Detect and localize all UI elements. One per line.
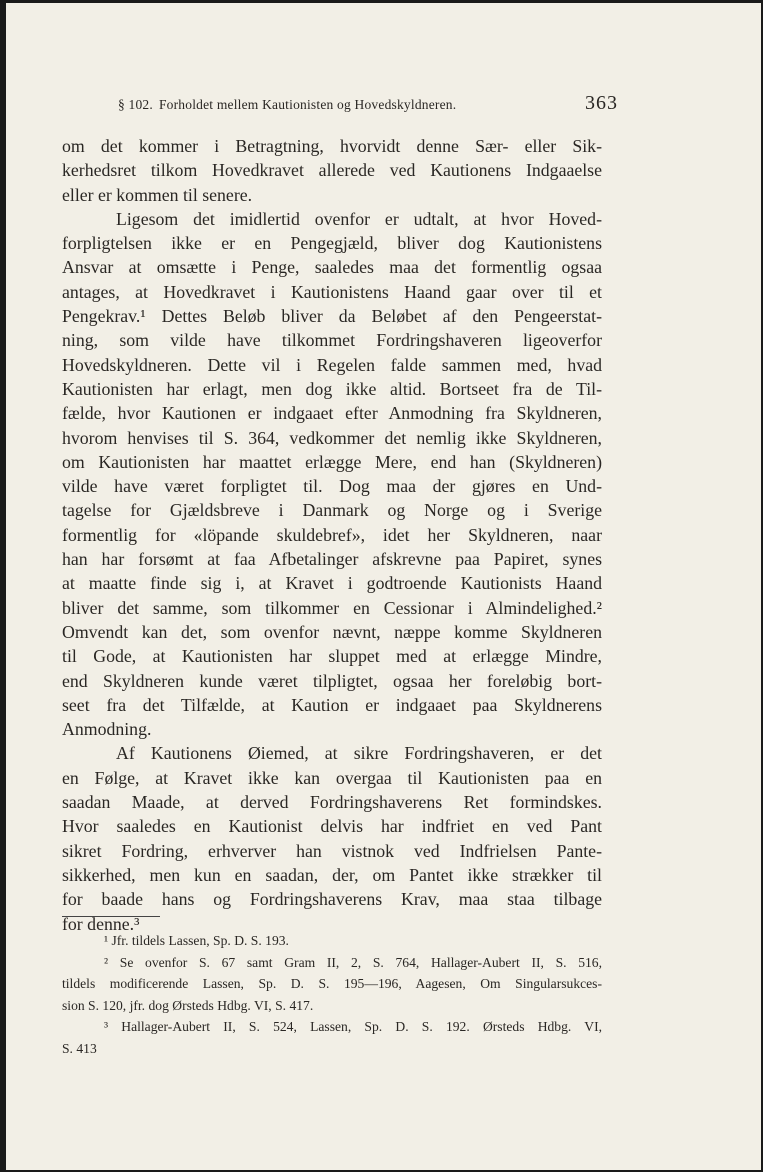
footnote-line: ² Se ovenfor S. 67 samt Gram II, 2, S. 764, Hallager-Aubert II, S. 516,: [104, 954, 602, 970]
body-line: formentlig for «löpande skuldebref», idet her Skyldneren, naar: [62, 524, 602, 545]
body-line: Hovedskyldneren. Dette vil i Regelen falde sammen med, hvad: [62, 354, 602, 375]
body-line: sikkerhed, men kun en saadan, der, om Pantet ikke strækker til: [62, 864, 602, 885]
body-line: fælde, hvor Kautionen er indgaaet efter Anmodning fra Skyldneren,: [62, 403, 602, 424]
body-line: eller er kommen til senere.: [62, 184, 253, 205]
body-line: vilde have været forpligtet til. Dog maa der gjøres en Und-: [62, 476, 602, 497]
body-line: saadan Maade, at derved Fordringshaverens Ret formindskes.: [62, 792, 602, 813]
body-line: for denne.³: [62, 913, 140, 934]
body-line: om Kautionisten har maattet erlægge Mere, end han (Skyldneren): [62, 451, 602, 472]
footnote-line: S. 413: [62, 1040, 97, 1056]
footnote-divider: [62, 916, 160, 917]
body-line: Ansvar at omsætte i Penge, saaledes maa det formentlig ogsaa: [62, 257, 602, 278]
body-line: Omvendt kan det, som ovenfor nævnt, næppe komme Skyldneren: [62, 621, 602, 642]
footnote-line: ³ Hallager-Aubert II, S. 524, Lassen, Sp. D. S. 192. Ørsteds Hdbg. VI,: [104, 1019, 602, 1034]
body-line: Pengekrav.¹ Dettes Beløb bliver da Beløbet af den Pengeerstat-: [62, 306, 602, 327]
footnotes: [62, 930, 602, 1059]
body-text: [62, 134, 602, 936]
body-line: en Følge, at Kravet ikke kan overgaa til Kautionisten paa en: [62, 767, 602, 788]
footnote-line: tildels modificerende Lassen, Sp. D. S. 195—196, Aagesen, Om Singularsukces-: [62, 976, 602, 991]
body-line: Ligesom det imidlertid ovenfor er udtalt, at hvor Hoved-: [116, 208, 602, 229]
body-line: end Skyldneren kunde været tilpligtet, ogsaa her foreløbig bort-: [62, 670, 602, 691]
body-line: Hvor saaledes en Kautionist delvis har indfriet en ved Pant: [62, 816, 602, 837]
body-line: han har forsømt at faa Afbetalinger afskrevne paa Papiret, synes: [62, 549, 602, 570]
body-line: hvorom henvises til S. 364, vedkommer det nemlig ikke Skyldneren,: [62, 427, 602, 448]
body-line: til Gode, at Kautionisten har sluppet med at erlægge Mindre,: [62, 646, 602, 667]
body-line: Kautionisten har erlagt, men dog ikke altid. Bortseet fra de Til-: [62, 378, 602, 399]
footnote-line: ¹ Jfr. tildels Lassen, Sp. D. S. 193.: [104, 933, 289, 948]
body-line: sikret Fordring, erhverver han vistnok ved Indfrielsen Pante-: [62, 840, 602, 861]
page-number: 363: [585, 92, 618, 114]
body-line: forpligtelsen ikke er en Pengegjæld, bliver dog Kautionistens: [62, 233, 602, 254]
header-title: Forholdet mellem Kautionisten og Hovedskyldneren.: [158, 97, 457, 112]
body-line: at maatte finde sig i, at Kravet i godtroende Kautionists Haand: [62, 573, 602, 594]
body-line: om det kommer i Betragtning, hvorvidt denne Sær- eller Sik-: [62, 136, 602, 156]
body-line: Af Kautionens Øiemed, at sikre Fordringshaveren, er det: [116, 743, 602, 764]
body-line: seet fra det Tilfælde, at Kaution er indgaaet paa Skyldnerens: [62, 694, 602, 715]
body-line: for baade hans og Fordringshaverens Krav, maa staa tilbage: [62, 889, 602, 910]
body-line: Anmodning.: [62, 719, 152, 740]
body-line: ning, som vilde have tilkommet Fordringshaveren ligeoverfor: [62, 330, 602, 351]
body-line: kerhedsret tilkom Hovedkravet allerede ved Kautionens Indgaaelse: [62, 160, 602, 181]
body-line: tagelse for Gjældsbreve i Danmark og Norge og i Sverige: [62, 500, 602, 521]
body-line: bliver det samme, som tilkommer en Cessionar i Almindelighed.²: [62, 597, 602, 618]
body-line: antages, at Hovedkravet i Kautionistens Haand gaar over til et: [62, 281, 602, 302]
running-header: [118, 92, 618, 115]
header-section: § 102.: [118, 97, 153, 112]
footnote-line: sion S. 120, jfr. dog Ørsteds Hdbg. VI, S. 417.: [62, 997, 314, 1013]
